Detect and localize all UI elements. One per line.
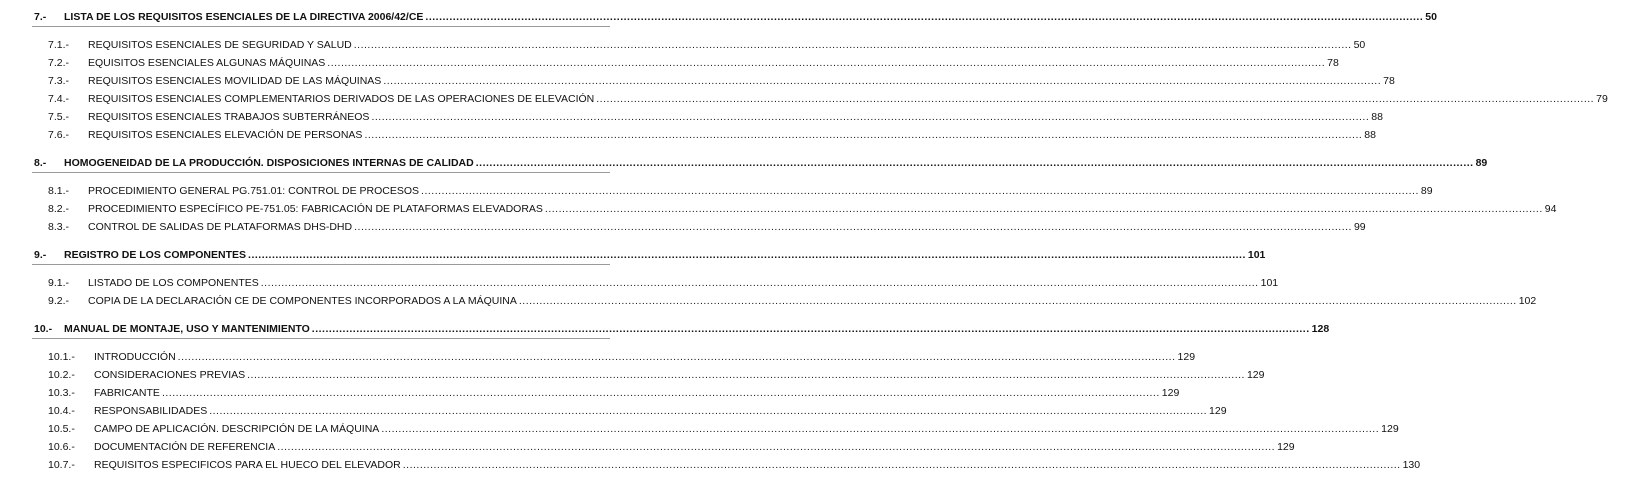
item-number: 10.7.- [48, 459, 75, 471]
toc-item-8-1[interactable] [0, 180, 1433, 198]
dot-leader [248, 248, 1246, 262]
item-number: 8.1.- [48, 185, 70, 197]
toc-section-10[interactable] [0, 318, 1330, 336]
item-page-number: 94 [1544, 203, 1557, 215]
item-number: 10.2.- [48, 369, 75, 381]
item-page-number: 89 [1420, 185, 1433, 197]
toc-item-10-1[interactable] [0, 346, 1196, 364]
item-page-number: 129 [1277, 441, 1295, 453]
item-number: 7.6.- [48, 129, 70, 141]
item-number: 9.2.- [48, 295, 70, 307]
dot-leader [596, 92, 1594, 106]
dot-leader [209, 404, 1207, 418]
dot-leader [421, 184, 1419, 198]
item-number: 7.2.- [48, 57, 70, 69]
item-page-number: 130 [1402, 459, 1421, 471]
item-title: COPIA DE LA DECLARACIÓN CE DE COMPONENTES INCORPORADOS A LA MÁQUINA [88, 295, 517, 307]
item-page-number: 88 [1371, 111, 1383, 123]
section-number: 7.- [34, 11, 47, 23]
section-number: 8.- [34, 157, 47, 169]
toc-item-10-3[interactable] [0, 382, 1180, 400]
section-rule [32, 26, 610, 27]
item-page-number: 102 [1518, 295, 1537, 307]
dot-leader [364, 128, 1362, 142]
section-page-number: 50 [1425, 11, 1437, 23]
item-number: 8.3.- [48, 221, 70, 233]
item-title: REQUISITOS ESENCIALES COMPLEMENTARIOS DERIVADOS DE LAS OPERACIONES DE ELEVACIÓN [88, 93, 595, 105]
item-page-number: 101 [1260, 277, 1279, 289]
item-page-number: 99 [1353, 221, 1366, 233]
section-page-number: 101 [1247, 249, 1266, 261]
item-number: 7.3.- [48, 75, 70, 87]
item-title: LISTADO DE LOS COMPONENTES [88, 277, 259, 289]
dot-leader [354, 220, 1352, 234]
toc-item-10-5[interactable] [0, 418, 1399, 436]
item-title: REQUISITOS ESENCIALES TRABAJOS SUBTERRÁNEOS [88, 111, 370, 123]
dot-leader [519, 294, 1517, 308]
item-number: 10.1.- [48, 351, 75, 363]
item-number: 7.5.- [48, 111, 70, 123]
item-page-number: 79 [1596, 93, 1608, 105]
item-number: 10.5.- [48, 423, 75, 435]
dot-leader [476, 156, 1474, 170]
item-number: 7.4.- [48, 93, 70, 105]
item-number: 10.3.- [48, 387, 75, 399]
toc-section-9[interactable] [0, 244, 1266, 262]
item-number: 8.2.- [48, 203, 70, 215]
item-title: REQUISITOS ESENCIALES MOVILIDAD DE LAS MÁQUINAS [88, 75, 382, 87]
item-page-number: 129 [1209, 405, 1227, 417]
section-title: REGISTRO DE LOS COMPONENTES [64, 249, 247, 261]
toc-item-9-2[interactable] [0, 290, 1537, 308]
item-page-number: 78 [1327, 57, 1339, 69]
toc-item-10-7[interactable] [0, 454, 1421, 472]
dot-leader [425, 10, 1423, 24]
toc-item-7-4[interactable] [0, 88, 1608, 106]
dot-leader [312, 322, 1310, 336]
toc-section-7[interactable] [0, 6, 1437, 24]
section-rule [32, 172, 610, 173]
section-page-number: 89 [1475, 157, 1488, 169]
dot-leader [403, 458, 1401, 472]
item-title: CONTROL DE SALIDAS DE PLATAFORMAS DHS-DHD [88, 221, 353, 233]
section-page-number: 128 [1311, 323, 1330, 335]
toc-section-8[interactable] [0, 152, 1488, 170]
item-page-number: 88 [1364, 129, 1376, 141]
item-title: REQUISITOS ESENCIALES DE SEGURIDAD Y SALUD [88, 39, 352, 51]
item-title: DOCUMENTACIÓN DE REFERENCIA [94, 441, 276, 453]
item-title: REQUISITOS ESPECIFICOS PARA EL HUECO DEL ELEVADOR [94, 459, 401, 471]
item-page-number: 50 [1353, 39, 1366, 51]
item-title: CAMPO DE APLICACIÓN. DESCRIPCIÓN DE LA MÁQUINA [94, 423, 380, 435]
section-rule [32, 338, 610, 339]
section-title: MANUAL DE MONTAJE, USO Y MANTENIMIENTO [64, 323, 310, 335]
item-title: FABRICANTE [94, 387, 160, 399]
item-number: 10.6.- [48, 441, 75, 453]
toc-item-7-5[interactable] [0, 106, 1383, 124]
item-title: PROCEDIMIENTO ESPECÍFICO PE-751.05: FABRICACIÓN DE PLATAFORMAS ELEVADORAS [88, 203, 543, 215]
item-title: CONSIDERACIONES PREVIAS [94, 369, 246, 381]
section-title: LISTA DE LOS REQUISITOS ESENCIALES DE LA DIRECTIVA 2006/42/CE [64, 11, 424, 23]
item-title: PROCEDIMIENTO GENERAL PG.751.01: CONTROL DE PROCESOS [88, 185, 420, 197]
dot-leader [277, 440, 1275, 454]
dot-leader [247, 368, 1245, 382]
item-title: EQUISITOS ESENCIALES ALGUNAS MÁQUINAS [88, 57, 326, 69]
section-number: 9.- [34, 249, 47, 261]
section-title: HOMOGENEIDAD DE LA PRODUCCIÓN. DISPOSICIONES INTERNAS DE CALIDAD [64, 157, 474, 169]
toc-item-10-4[interactable] [0, 400, 1227, 418]
toc-item-7-2[interactable] [0, 52, 1339, 70]
dot-leader [162, 386, 1160, 400]
item-page-number: 129 [1381, 423, 1399, 435]
section-rule [32, 264, 610, 265]
dot-leader [383, 74, 1381, 88]
item-page-number: 78 [1383, 75, 1395, 87]
item-title: REQUISITOS ESENCIALES ELEVACIÓN DE PERSONAS [88, 129, 363, 141]
item-page-number: 129 [1177, 351, 1196, 363]
dot-leader [261, 276, 1259, 290]
item-number: 7.1.- [48, 39, 70, 51]
item-page-number: 129 [1246, 369, 1265, 381]
section-number: 10.- [34, 323, 53, 335]
dot-leader [178, 350, 1176, 364]
item-page-number: 129 [1161, 387, 1180, 399]
item-title: RESPONSABILIDADES [94, 405, 208, 417]
toc-item-8-3[interactable] [0, 216, 1366, 234]
toc-item-7-3[interactable] [0, 70, 1395, 88]
item-number: 9.1.- [48, 277, 70, 289]
dot-leader [381, 422, 1379, 436]
dot-leader [327, 56, 1325, 70]
dot-leader [545, 202, 1543, 216]
toc-item-7-6[interactable] [0, 124, 1376, 142]
toc-item-7-1[interactable] [0, 34, 1366, 52]
toc-item-10-2[interactable] [0, 364, 1265, 382]
item-number: 10.4.- [48, 405, 75, 417]
dot-leader [354, 38, 1352, 52]
dot-leader [371, 110, 1369, 124]
toc-item-10-6[interactable] [0, 436, 1295, 454]
toc-item-9-1[interactable] [0, 272, 1279, 290]
toc-item-8-2[interactable] [0, 198, 1557, 216]
item-title: INTRODUCCIÓN [94, 351, 176, 363]
